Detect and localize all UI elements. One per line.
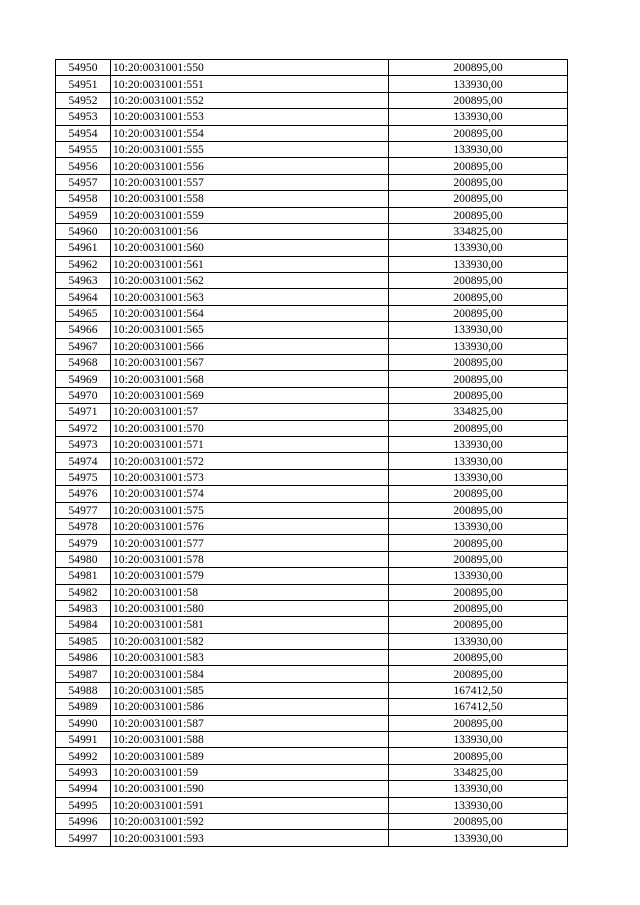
row-number-cell: 54957 bbox=[56, 174, 111, 190]
row-number-cell: 54973 bbox=[56, 436, 111, 452]
table-row bbox=[56, 813, 568, 829]
row-number-cell: 54986 bbox=[56, 650, 111, 666]
value-cell: 200895,00 bbox=[389, 486, 568, 502]
table-row bbox=[56, 535, 568, 551]
row-number-cell: 54987 bbox=[56, 666, 111, 682]
row-number-cell: 54965 bbox=[56, 305, 111, 321]
value-cell: 200895,00 bbox=[389, 584, 568, 600]
row-number-cell: 54978 bbox=[56, 518, 111, 534]
row-number-cell: 54972 bbox=[56, 420, 111, 436]
cadastral-number-cell: 10:20:0031001:558 bbox=[111, 191, 389, 207]
table-row bbox=[56, 207, 568, 223]
table-row bbox=[56, 174, 568, 190]
cadastral-number-cell: 10:20:0031001:566 bbox=[111, 338, 389, 354]
value-cell: 200895,00 bbox=[389, 666, 568, 682]
value-cell: 200895,00 bbox=[389, 191, 568, 207]
table-row bbox=[56, 289, 568, 305]
cadastral-number-cell: 10:20:0031001:583 bbox=[111, 650, 389, 666]
row-number-cell: 54995 bbox=[56, 797, 111, 813]
row-number-cell: 54984 bbox=[56, 617, 111, 633]
cadastral-number-cell: 10:20:0031001:591 bbox=[111, 797, 389, 813]
row-number-cell: 54970 bbox=[56, 387, 111, 403]
value-cell: 200895,00 bbox=[389, 502, 568, 518]
row-number-cell: 54971 bbox=[56, 404, 111, 420]
value-cell: 200895,00 bbox=[389, 174, 568, 190]
row-number-cell: 54951 bbox=[56, 76, 111, 92]
cadastral-number-cell: 10:20:0031001:563 bbox=[111, 289, 389, 305]
table-row bbox=[56, 781, 568, 797]
value-cell: 133930,00 bbox=[389, 518, 568, 534]
row-number-cell: 54994 bbox=[56, 781, 111, 797]
cadastral-number-cell: 10:20:0031001:582 bbox=[111, 633, 389, 649]
cadastral-number-cell: 10:20:0031001:58 bbox=[111, 584, 389, 600]
table-row bbox=[56, 600, 568, 616]
table-row bbox=[56, 256, 568, 272]
cadastral-number-cell: 10:20:0031001:553 bbox=[111, 109, 389, 125]
table-row bbox=[56, 109, 568, 125]
cadastral-number-cell: 10:20:0031001:554 bbox=[111, 125, 389, 141]
value-cell: 200895,00 bbox=[389, 207, 568, 223]
row-number-cell: 54963 bbox=[56, 273, 111, 289]
value-cell: 200895,00 bbox=[389, 273, 568, 289]
row-number-cell: 54991 bbox=[56, 732, 111, 748]
cadastral-number-cell: 10:20:0031001:560 bbox=[111, 240, 389, 256]
row-number-cell: 54976 bbox=[56, 486, 111, 502]
table-row bbox=[56, 305, 568, 321]
row-number-cell: 54950 bbox=[56, 60, 111, 76]
cadastral-number-cell: 10:20:0031001:552 bbox=[111, 92, 389, 108]
value-cell: 200895,00 bbox=[389, 617, 568, 633]
row-number-cell: 54997 bbox=[56, 830, 111, 846]
value-cell: 200895,00 bbox=[389, 371, 568, 387]
table-body bbox=[56, 60, 568, 847]
cadastral-number-cell: 10:20:0031001:578 bbox=[111, 551, 389, 567]
value-cell: 200895,00 bbox=[389, 158, 568, 174]
value-cell: 133930,00 bbox=[389, 469, 568, 485]
value-cell: 133930,00 bbox=[389, 453, 568, 469]
cadastral-number-cell: 10:20:0031001:580 bbox=[111, 600, 389, 616]
row-number-cell: 54992 bbox=[56, 748, 111, 764]
cadastral-number-cell: 10:20:0031001:569 bbox=[111, 387, 389, 403]
row-number-cell: 54989 bbox=[56, 699, 111, 715]
table-row bbox=[56, 469, 568, 485]
cadastral-number-cell: 10:20:0031001:573 bbox=[111, 469, 389, 485]
value-cell: 200895,00 bbox=[389, 92, 568, 108]
value-cell: 200895,00 bbox=[389, 387, 568, 403]
value-cell: 133930,00 bbox=[389, 732, 568, 748]
table-row bbox=[56, 633, 568, 649]
cadastral-number-cell: 10:20:0031001:575 bbox=[111, 502, 389, 518]
table-row bbox=[56, 682, 568, 698]
value-cell: 133930,00 bbox=[389, 568, 568, 584]
value-cell: 200895,00 bbox=[389, 600, 568, 616]
table-row bbox=[56, 797, 568, 813]
value-cell: 200895,00 bbox=[389, 715, 568, 731]
table-row bbox=[56, 650, 568, 666]
row-number-cell: 54969 bbox=[56, 371, 111, 387]
cadastral-number-cell: 10:20:0031001:551 bbox=[111, 76, 389, 92]
row-number-cell: 54960 bbox=[56, 223, 111, 239]
cadastral-number-cell: 10:20:0031001:555 bbox=[111, 141, 389, 157]
value-cell: 133930,00 bbox=[389, 256, 568, 272]
row-number-cell: 54980 bbox=[56, 551, 111, 567]
cadastral-number-cell: 10:20:0031001:585 bbox=[111, 682, 389, 698]
cadastral-number-cell: 10:20:0031001:574 bbox=[111, 486, 389, 502]
table-row bbox=[56, 355, 568, 371]
value-cell: 133930,00 bbox=[389, 109, 568, 125]
table-row bbox=[56, 584, 568, 600]
row-number-cell: 54974 bbox=[56, 453, 111, 469]
row-number-cell: 54968 bbox=[56, 355, 111, 371]
row-number-cell: 54959 bbox=[56, 207, 111, 223]
table-row bbox=[56, 748, 568, 764]
value-cell: 133930,00 bbox=[389, 141, 568, 157]
table-row bbox=[56, 387, 568, 403]
cadastral-number-cell: 10:20:0031001:565 bbox=[111, 322, 389, 338]
table-row bbox=[56, 764, 568, 780]
value-cell: 133930,00 bbox=[389, 781, 568, 797]
cadastral-number-cell: 10:20:0031001:584 bbox=[111, 666, 389, 682]
cadastral-number-cell: 10:20:0031001:581 bbox=[111, 617, 389, 633]
table-row bbox=[56, 617, 568, 633]
value-cell: 133930,00 bbox=[389, 830, 568, 846]
table-row bbox=[56, 453, 568, 469]
row-number-cell: 54952 bbox=[56, 92, 111, 108]
value-cell: 133930,00 bbox=[389, 436, 568, 452]
value-cell: 133930,00 bbox=[389, 797, 568, 813]
cadastral-number-cell: 10:20:0031001:587 bbox=[111, 715, 389, 731]
value-cell: 200895,00 bbox=[389, 650, 568, 666]
row-number-cell: 54990 bbox=[56, 715, 111, 731]
table-row bbox=[56, 518, 568, 534]
value-cell: 200895,00 bbox=[389, 551, 568, 567]
cadastral-number-cell: 10:20:0031001:577 bbox=[111, 535, 389, 551]
row-number-cell: 54975 bbox=[56, 469, 111, 485]
cadastral-number-cell: 10:20:0031001:590 bbox=[111, 781, 389, 797]
cadastral-number-cell: 10:20:0031001:567 bbox=[111, 355, 389, 371]
cadastral-number-cell: 10:20:0031001:572 bbox=[111, 453, 389, 469]
table-row bbox=[56, 830, 568, 846]
cadastral-number-cell: 10:20:0031001:59 bbox=[111, 764, 389, 780]
value-cell: 133930,00 bbox=[389, 240, 568, 256]
row-number-cell: 54954 bbox=[56, 125, 111, 141]
row-number-cell: 54958 bbox=[56, 191, 111, 207]
table-row bbox=[56, 551, 568, 567]
table-row bbox=[56, 273, 568, 289]
value-cell: 133930,00 bbox=[389, 633, 568, 649]
value-cell: 167412,50 bbox=[389, 682, 568, 698]
value-cell: 200895,00 bbox=[389, 355, 568, 371]
cadastral-number-cell: 10:20:0031001:56 bbox=[111, 223, 389, 239]
table-row bbox=[56, 92, 568, 108]
table-row bbox=[56, 191, 568, 207]
cadastral-number-cell: 10:20:0031001:576 bbox=[111, 518, 389, 534]
row-number-cell: 54981 bbox=[56, 568, 111, 584]
value-cell: 133930,00 bbox=[389, 338, 568, 354]
value-cell: 200895,00 bbox=[389, 305, 568, 321]
cadastral-number-cell: 10:20:0031001:550 bbox=[111, 60, 389, 76]
table-row bbox=[56, 158, 568, 174]
table-row bbox=[56, 502, 568, 518]
cadastral-number-cell: 10:20:0031001:589 bbox=[111, 748, 389, 764]
cadastral-number-cell: 10:20:0031001:562 bbox=[111, 273, 389, 289]
table-row bbox=[56, 715, 568, 731]
table-row bbox=[56, 420, 568, 436]
cadastral-number-cell: 10:20:0031001:579 bbox=[111, 568, 389, 584]
value-cell: 200895,00 bbox=[389, 748, 568, 764]
value-cell: 334825,00 bbox=[389, 764, 568, 780]
table-row bbox=[56, 568, 568, 584]
row-number-cell: 54982 bbox=[56, 584, 111, 600]
value-cell: 200895,00 bbox=[389, 60, 568, 76]
cadastral-number-cell: 10:20:0031001:588 bbox=[111, 732, 389, 748]
table-row bbox=[56, 404, 568, 420]
cadastral-value-table bbox=[55, 59, 568, 847]
row-number-cell: 54962 bbox=[56, 256, 111, 272]
row-number-cell: 54996 bbox=[56, 813, 111, 829]
value-cell: 200895,00 bbox=[389, 813, 568, 829]
row-number-cell: 54967 bbox=[56, 338, 111, 354]
table-row bbox=[56, 486, 568, 502]
value-cell: 200895,00 bbox=[389, 420, 568, 436]
table-row bbox=[56, 666, 568, 682]
table-row bbox=[56, 125, 568, 141]
row-number-cell: 54979 bbox=[56, 535, 111, 551]
cadastral-number-cell: 10:20:0031001:556 bbox=[111, 158, 389, 174]
table-row bbox=[56, 732, 568, 748]
table-row bbox=[56, 76, 568, 92]
row-number-cell: 54993 bbox=[56, 764, 111, 780]
value-cell: 167412,50 bbox=[389, 699, 568, 715]
value-cell: 200895,00 bbox=[389, 289, 568, 305]
table-row bbox=[56, 338, 568, 354]
row-number-cell: 54961 bbox=[56, 240, 111, 256]
row-number-cell: 54956 bbox=[56, 158, 111, 174]
value-cell: 200895,00 bbox=[389, 125, 568, 141]
value-cell: 334825,00 bbox=[389, 404, 568, 420]
table-row bbox=[56, 240, 568, 256]
table-row bbox=[56, 436, 568, 452]
row-number-cell: 54977 bbox=[56, 502, 111, 518]
cadastral-number-cell: 10:20:0031001:571 bbox=[111, 436, 389, 452]
table-row bbox=[56, 223, 568, 239]
value-cell: 133930,00 bbox=[389, 76, 568, 92]
cadastral-number-cell: 10:20:0031001:586 bbox=[111, 699, 389, 715]
cadastral-number-cell: 10:20:0031001:559 bbox=[111, 207, 389, 223]
row-number-cell: 54985 bbox=[56, 633, 111, 649]
row-number-cell: 54983 bbox=[56, 600, 111, 616]
cadastral-number-cell: 10:20:0031001:57 bbox=[111, 404, 389, 420]
cadastral-number-cell: 10:20:0031001:561 bbox=[111, 256, 389, 272]
row-number-cell: 54966 bbox=[56, 322, 111, 338]
table-row bbox=[56, 322, 568, 338]
cadastral-number-cell: 10:20:0031001:570 bbox=[111, 420, 389, 436]
row-number-cell: 54955 bbox=[56, 141, 111, 157]
cadastral-number-cell: 10:20:0031001:592 bbox=[111, 813, 389, 829]
value-cell: 334825,00 bbox=[389, 223, 568, 239]
row-number-cell: 54964 bbox=[56, 289, 111, 305]
table-row bbox=[56, 699, 568, 715]
row-number-cell: 54953 bbox=[56, 109, 111, 125]
value-cell: 200895,00 bbox=[389, 535, 568, 551]
cadastral-number-cell: 10:20:0031001:557 bbox=[111, 174, 389, 190]
row-number-cell: 54988 bbox=[56, 682, 111, 698]
cadastral-number-cell: 10:20:0031001:593 bbox=[111, 830, 389, 846]
table-row bbox=[56, 141, 568, 157]
table-row bbox=[56, 60, 568, 76]
table-row bbox=[56, 371, 568, 387]
cadastral-number-cell: 10:20:0031001:568 bbox=[111, 371, 389, 387]
value-cell: 133930,00 bbox=[389, 322, 568, 338]
cadastral-number-cell: 10:20:0031001:564 bbox=[111, 305, 389, 321]
